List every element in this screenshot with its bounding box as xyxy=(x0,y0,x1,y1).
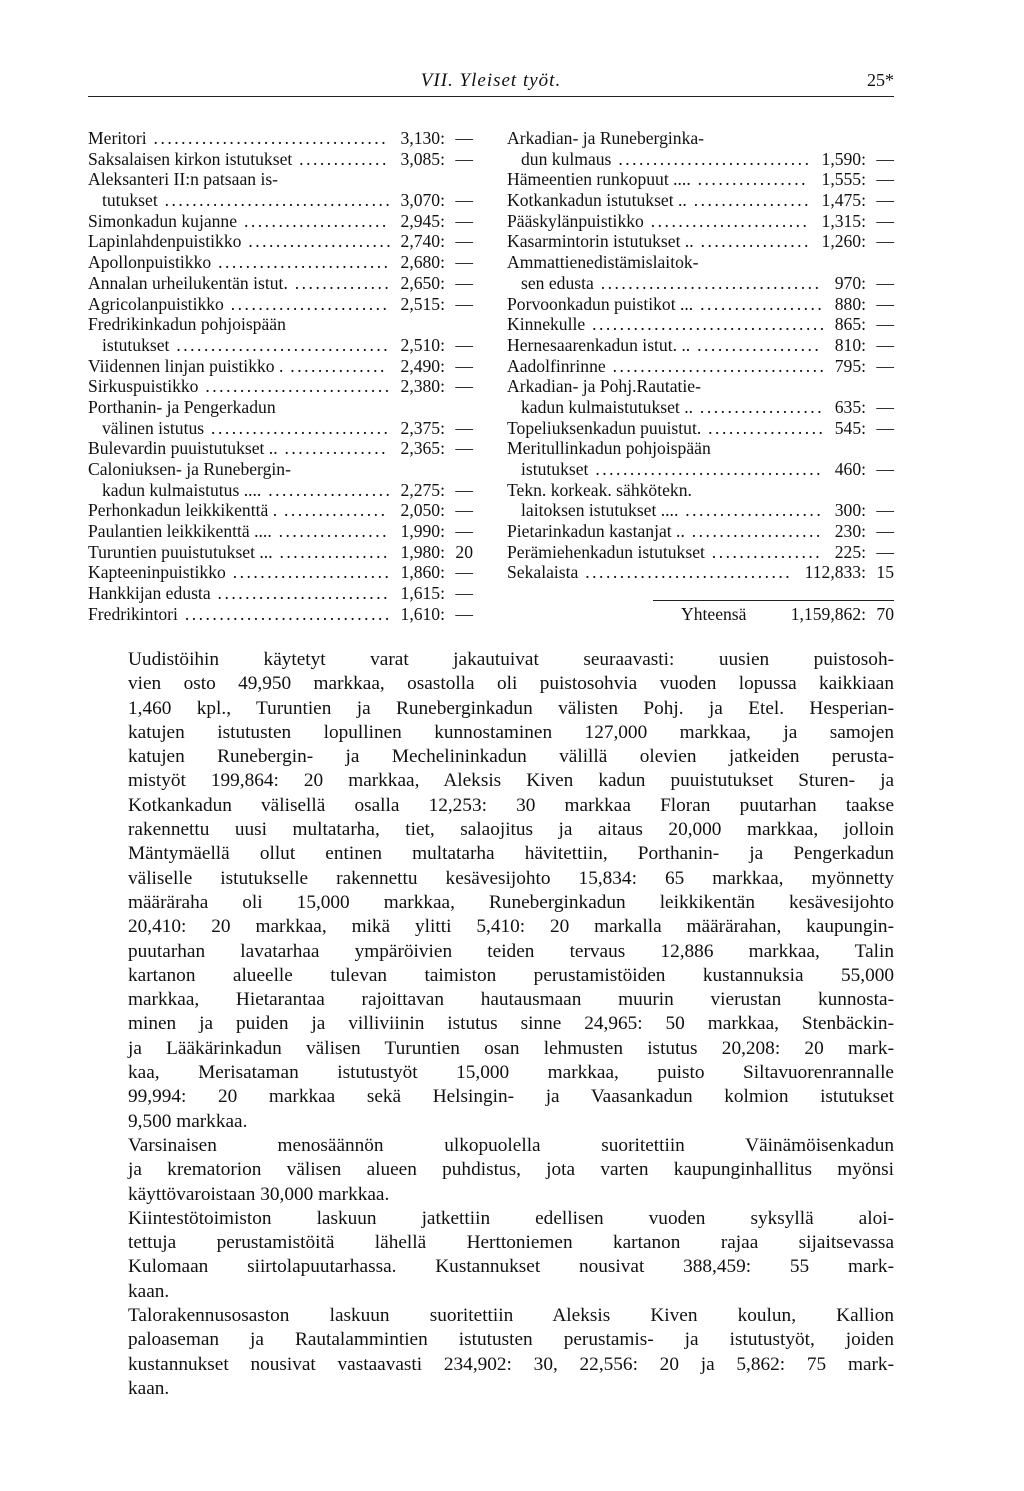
text-line: kaa, Merisataman istutustyöt 15,000 markkaa, puisto Siltavuorenrannalle xyxy=(128,1062,894,1084)
entry-pennies: — xyxy=(455,355,473,376)
ledger-line xyxy=(88,273,473,294)
entry-amount: 1,990: xyxy=(400,521,445,542)
entry-name: Porthanin- ja Pengerkadun xyxy=(88,396,276,417)
ledger-line xyxy=(88,500,473,521)
dot-leader: ................ xyxy=(693,231,811,252)
text-line: Uudistöihin käytetyt varat jakautuivat seuraavasti: uusien puistosoh- xyxy=(128,649,894,670)
dot-leader: .................. xyxy=(693,293,825,314)
entry-amount: 1,610: xyxy=(400,603,445,624)
ledger-line xyxy=(507,397,894,418)
entry-amount: 1,260: xyxy=(821,231,866,252)
dot-leader: ................ xyxy=(272,541,390,562)
dot-leader: ....................... xyxy=(223,293,390,314)
dot-leader: ............................... xyxy=(605,355,827,376)
ledger-line xyxy=(507,438,894,459)
dot-leader: ..................... xyxy=(241,231,394,252)
entry-pennies: — xyxy=(876,210,894,231)
entry-name: Perämiehenkadun istutukset ................ xyxy=(507,541,823,562)
text-line: kaan. xyxy=(128,1280,170,1302)
page-number: 25* xyxy=(867,70,894,90)
dot-leader: ................................ xyxy=(593,272,822,293)
entry-pennies: — xyxy=(876,148,894,169)
entry-amount: 2,380: xyxy=(400,376,445,397)
entry-name: Hernesaarenkadun istut. .. .................. xyxy=(507,334,822,355)
dot-leader: ................. xyxy=(701,417,826,438)
entry-name: Meritori .................................. xyxy=(88,128,389,148)
ledger-line xyxy=(507,273,894,294)
dot-leader: ....................... xyxy=(225,562,392,583)
entry-amount: 795: xyxy=(834,355,866,376)
entry-amount: 225: xyxy=(834,541,866,562)
entry-pennies: — xyxy=(876,417,894,438)
entry-amount: 2,050: xyxy=(400,500,445,521)
entry-name: Sirkuspuistikko ........................... xyxy=(88,376,392,397)
entry-amount: 2,510: xyxy=(400,334,445,355)
dot-leader: .............. xyxy=(287,272,392,293)
text-line: Talorakennusosaston laskuun suoritettiin Aleksis Kiven koulun, Kallion xyxy=(128,1305,894,1327)
entry-amount: 865: xyxy=(834,314,866,335)
ledger-line xyxy=(88,583,473,604)
entry-pennies: — xyxy=(876,314,894,335)
entry-amount: 2,945: xyxy=(400,210,445,231)
dot-leader: ............................... xyxy=(169,334,391,355)
ledger-line xyxy=(88,294,473,315)
dot-leader: ......................... xyxy=(210,583,390,604)
entry-amount: 545: xyxy=(834,417,866,438)
entry-amount: 635: xyxy=(834,396,866,417)
header-rule xyxy=(88,96,894,97)
entry-amount: 2,650: xyxy=(400,272,445,293)
entry-pennies: — xyxy=(455,128,473,148)
entry-name: Sekalaista .............................. xyxy=(507,562,793,583)
text-line: paloaseman ja Rautalammintien istutusten perustamis- ja istutustyöt, joiden xyxy=(128,1329,894,1351)
dot-leader: ............... xyxy=(277,438,388,459)
entry-name: Paulantien leikkikenttä .... ................ xyxy=(88,521,389,542)
entry-pennies: — xyxy=(455,521,473,542)
ledger-line xyxy=(88,335,473,356)
entry-name: Hankkijan edusta ......................... xyxy=(88,583,390,604)
entry-amount: 3,070: xyxy=(400,190,445,211)
dot-leader: ............... xyxy=(277,500,388,521)
dot-leader: .................................. xyxy=(146,128,389,148)
ledger-line xyxy=(88,231,473,252)
text-line: mistyöt 199,864: 20 markkaa, Aleksis Kiven kadun puuistutukset Sturen- ja xyxy=(128,770,894,792)
entry-pennies: — xyxy=(455,562,473,583)
dot-leader: ....................... xyxy=(643,210,810,231)
entry-amount: 230: xyxy=(834,521,866,542)
text-line: 99,994: 20 markkaa sekä Helsingin- ja Vaasankadun kolmion istutukset xyxy=(128,1086,894,1108)
text-line: 1,460 kpl., Turuntien ja Runeberginkadun välisten Pohj. ja Etel. Hesperian- xyxy=(128,697,894,719)
entry-pennies: — xyxy=(876,355,894,376)
entry-name: Arkadian- ja Runeberginka- xyxy=(507,128,705,148)
entry-name: istutukset ............................... xyxy=(102,334,391,355)
ledger-line xyxy=(507,418,894,439)
entry-name: Topeliuksenkadun puuistut. ................. xyxy=(507,417,826,438)
entry-name: Caloniuksen- ja Runebergin- xyxy=(88,459,291,479)
ledger-line xyxy=(507,128,894,149)
dot-leader: .................. xyxy=(261,479,393,500)
entry-pennies: — xyxy=(455,252,473,273)
ledger-line xyxy=(507,169,894,190)
text-line: määräraha oli 15,000 markkaa, Runeberginkadun leikkikentän kesävesijohto xyxy=(128,891,894,913)
ledger-line xyxy=(507,356,894,377)
entry-name: Aadolfinrinne ............................... xyxy=(507,355,827,376)
entry-amount: 460: xyxy=(834,459,866,479)
entry-name: Ammattienedistämislaitok- xyxy=(507,252,699,273)
entry-pennies: — xyxy=(455,210,473,231)
text-line: katujen istutusten lopullinen kunnostaminen 127,000 markkaa, ja samojen xyxy=(128,721,894,743)
ledger-line xyxy=(88,438,473,459)
ledger-line xyxy=(507,190,894,211)
entry-amount: 2,365: xyxy=(400,438,445,459)
entry-name: Lapinlahdenpuistikko ..................... xyxy=(88,231,394,252)
entry-amount: 1,615: xyxy=(400,583,445,604)
dot-leader: ................ xyxy=(704,541,823,562)
entry-name: sen edusta ................................ xyxy=(521,272,822,293)
entry-name: kadun kulmaistutukset .. .................. xyxy=(521,396,825,417)
entry-name: Kotkankadun istutukset .. ................. xyxy=(507,190,812,211)
dot-leader: ..................... xyxy=(237,210,389,231)
text-line: Mäntymäellä ollut entinen multatarha hävitettiin, Porthanin- ja Pengerkadun xyxy=(128,843,894,865)
entry-pennies: — xyxy=(455,479,473,500)
text-line: katujen Runebergin- ja Mechelininkadun välillä olevien jatkeiden perusta- xyxy=(128,746,894,768)
dot-leader: ................ xyxy=(690,169,808,190)
text-line: vien osto 49,950 markkaa, osastolla oli puistosohvia vuoden lopussa kaikkiaan xyxy=(128,673,894,695)
dot-leader: .................................. xyxy=(585,314,827,335)
entry-name: Pääskylänpuistikko ....................... xyxy=(507,210,810,231)
entry-amount: 1,315: xyxy=(821,210,866,231)
text-line: Kiintestötoimiston laskuun jatkettiin edellisen vuoden syksyllä aloi- xyxy=(128,1207,894,1229)
ledger-line xyxy=(88,211,473,232)
dot-leader: ............. xyxy=(292,148,389,169)
entry-pennies: — xyxy=(455,376,473,397)
entry-name: Arkadian- ja Pohj.Rautatie- xyxy=(507,376,701,397)
ledger-line xyxy=(88,521,473,542)
ledger-line xyxy=(507,562,894,583)
ledger-line xyxy=(507,211,894,232)
dot-leader: ................. xyxy=(686,190,812,211)
paragraph xyxy=(88,1304,894,1401)
ledger-line xyxy=(507,459,894,480)
entry-pennies: — xyxy=(455,417,473,438)
entry-name: Annalan urheilukentän istut. .............. xyxy=(88,272,392,293)
entry-pennies: — xyxy=(876,541,894,562)
entry-amount: 810: xyxy=(834,334,866,355)
paragraph xyxy=(88,1134,894,1207)
entry-name: Simonkadun kujanne ..................... xyxy=(88,210,389,231)
dot-leader: ................................. xyxy=(157,190,393,211)
sum-rule xyxy=(653,600,894,601)
entry-pennies: — xyxy=(876,169,894,190)
text-line: ja krematorion välisen alueen puhdistus, jota varten kaupunginhallitus myönsi xyxy=(128,1159,894,1181)
entry-pennies: — xyxy=(876,231,894,252)
ledger-line xyxy=(88,128,473,149)
entry-pennies: — xyxy=(876,272,894,293)
entry-name: Aleksanteri II:n patsaan is- xyxy=(88,169,279,190)
entry-pennies: — xyxy=(455,148,473,169)
text-line: Kulomaan siirtolapuutarhassa. Kustannukset nousivat 388,459: 55 mark- xyxy=(128,1256,894,1278)
expense-list-right xyxy=(507,128,894,583)
entry-pennies: — xyxy=(455,438,473,459)
ledger-line xyxy=(507,314,894,335)
dot-leader: .................. xyxy=(693,396,825,417)
ledger-line xyxy=(507,542,894,563)
entry-pennies: — xyxy=(455,293,473,314)
entry-amount: 112,833: xyxy=(804,562,866,583)
ledger-line xyxy=(507,376,894,397)
ledger-line xyxy=(88,604,473,625)
entry-pennies: — xyxy=(876,521,894,542)
entry-name: Kasarmintorin istutukset .. ................ xyxy=(507,231,811,252)
entry-pennies: — xyxy=(876,293,894,314)
ledger-line xyxy=(507,480,894,501)
ledger-line xyxy=(507,252,894,273)
entry-amount: 300: xyxy=(834,500,866,521)
entry-name: dun kulmaus ............................ xyxy=(521,148,812,169)
entry-name: Viidennen linjan puistikko . .............. xyxy=(88,355,387,376)
dot-leader: .............................. xyxy=(578,562,793,583)
entry-pennies: — xyxy=(455,583,473,604)
dot-leader: ........................... xyxy=(198,376,392,397)
ledger-line xyxy=(88,376,473,397)
total-amount: 1,159,862: xyxy=(790,604,866,624)
entry-amount: 2,490: xyxy=(400,355,445,376)
running-header xyxy=(88,70,894,96)
entry-name: Meritullinkadun pohjoispään xyxy=(507,438,711,459)
entry-amount: 1,555: xyxy=(821,169,866,190)
text-line: kustannukset nousivat vastaavasti 234,902: 30, 22,556: 20 ja 5,862: 75 mark- xyxy=(128,1353,894,1375)
dot-leader: ................ xyxy=(271,521,389,542)
entry-amount: 970: xyxy=(834,272,866,293)
ledger-line xyxy=(507,521,894,542)
ledger-line xyxy=(507,149,894,170)
entry-pennies: — xyxy=(876,396,894,417)
text-line: minen ja puiden ja villiviinin istutus sinne 24,965: 50 markkaa, Stenbäckin- xyxy=(128,1013,894,1035)
entry-amount: 1,590: xyxy=(821,148,866,169)
ledger-line xyxy=(88,190,473,211)
entry-name: Kinnekulle .................................. xyxy=(507,314,827,335)
text-line: kartanon alueelle tulevan taimiston perustamistöiden kustannuksia 55,000 xyxy=(128,964,894,986)
entry-name: laitoksen istutukset .... .................... xyxy=(521,500,824,521)
total-row xyxy=(653,603,894,625)
entry-amount: 880: xyxy=(834,293,866,314)
entry-name: Agricolanpuistikko ....................... xyxy=(88,293,390,314)
entry-amount: 1,475: xyxy=(821,190,866,211)
dot-leader: ................................. xyxy=(588,459,823,479)
entry-amount: 2,740: xyxy=(400,231,445,252)
entry-amount: 1,860: xyxy=(400,562,445,583)
paragraph xyxy=(88,648,894,1134)
ledger-line xyxy=(88,542,473,563)
body-text xyxy=(88,648,894,1401)
entry-pennies: — xyxy=(455,603,473,624)
entry-name: Hämeentien runkopuut .... ................ xyxy=(507,169,808,190)
ledger-line xyxy=(88,562,473,583)
entry-amount: 2,515: xyxy=(400,293,445,314)
entry-name: Saksalaisen kirkon istutukset ............. xyxy=(88,148,389,169)
text-line: käyttövaroistaan 30,000 markkaa. xyxy=(128,1183,390,1205)
entry-pennies: — xyxy=(876,190,894,211)
dot-leader: ......................... xyxy=(211,252,391,273)
dot-leader: ................... xyxy=(684,521,823,542)
entry-pennies: — xyxy=(876,500,894,521)
ledger-line xyxy=(507,500,894,521)
entry-name: istutukset ................................. xyxy=(521,459,823,479)
ledger-line xyxy=(88,314,473,335)
entry-pennies: — xyxy=(876,459,894,479)
entry-name: Tekn. korkeak. sähkötekn. xyxy=(507,479,692,500)
dot-leader: .................... xyxy=(678,500,824,521)
entry-pennies: — xyxy=(455,500,473,521)
text-line: rakennettu uusi multatarha, tiet, salaojitus ja aitaus 20,000 markkaa, jolloin xyxy=(128,819,894,841)
entry-amount: 3,130: xyxy=(400,128,445,148)
entry-name: Pietarinkadun kastanjat .. ................... xyxy=(507,521,823,542)
entry-amount: 2,680: xyxy=(400,252,445,273)
entry-pennies: 15 xyxy=(876,562,894,583)
ledger-line xyxy=(88,397,473,418)
ledger-line xyxy=(507,231,894,252)
ledger-line xyxy=(88,480,473,501)
entry-amount: 2,375: xyxy=(400,417,445,438)
entry-name: Bulevardin puuistutukset .. ............... xyxy=(88,438,388,459)
ledger-line xyxy=(88,356,473,377)
entry-name: Apollonpuistikko ......................... xyxy=(88,252,391,273)
entry-pennies: 20 xyxy=(455,541,473,562)
entry-name: Kapteeninpuistikko ....................... xyxy=(88,562,392,583)
dot-leader: .......................... xyxy=(204,417,391,438)
entry-amount: 2,275: xyxy=(400,479,445,500)
ledger-line xyxy=(88,149,473,170)
entry-name: Fredrikintori .............................. xyxy=(88,603,392,624)
dot-leader: .................. xyxy=(690,334,822,355)
text-line: 9,500 markkaa. xyxy=(128,1110,248,1132)
ledger-line xyxy=(88,418,473,439)
total-pennies: 70 xyxy=(876,604,894,624)
text-line: markkaa, Hietarantaa rajoittavan hautausmaan muurin vierustan kunnosta- xyxy=(128,989,894,1011)
text-line: Kotkankadun välisellä osalla 12,253: 30 markkaa Floran puutarhan taakse xyxy=(128,794,894,816)
paragraph xyxy=(88,1207,894,1304)
dot-leader: ............................ xyxy=(611,148,812,169)
text-line: tettuja perustamistöitä lähellä Herttoniemen kartanon rajaa sijaitsevassa xyxy=(128,1232,894,1254)
total-label: Yhteensä xyxy=(681,604,747,624)
entry-name: Fredrikinkadun pohjoispään xyxy=(88,314,286,335)
ledger-line xyxy=(88,169,473,190)
text-line: 20,410: 20 markkaa, mikä ylitti 5,410: 20 markalla määrärahan, kaupungin- xyxy=(128,916,894,938)
entry-pennies: — xyxy=(455,272,473,293)
text-line: ja Lääkärinkadun välisen Turuntien osan lehmusten istutus 20,208: 20 mark- xyxy=(128,1037,894,1059)
entry-amount: 1,980: xyxy=(400,541,445,562)
ledger-line xyxy=(88,459,473,480)
entry-pennies: — xyxy=(455,190,473,211)
text-line: väliselle istutukselle rakennettu kesävesijohto 15,834: 65 markkaa, myönnetty xyxy=(128,867,894,889)
dot-leader: .............. xyxy=(283,355,387,376)
entry-name: Turuntien puuistutukset ... ................ xyxy=(88,541,390,562)
entry-amount: 3,085: xyxy=(400,148,445,169)
entry-name: Perhonkadun leikkikenttä . ............... xyxy=(88,500,388,521)
text-line: puutarhan lavatarhaa ympäröivien teiden tervaus 12,886 markkaa, Talin xyxy=(128,940,894,962)
text-line: kaan. xyxy=(128,1377,170,1399)
entry-pennies: — xyxy=(455,231,473,252)
dot-leader: .............................. xyxy=(177,603,392,624)
entry-name: välinen istutus .......................... xyxy=(102,417,391,438)
ledger-line xyxy=(88,252,473,273)
ledger-line xyxy=(507,335,894,356)
entry-name: Porvoonkadun puistikot ... .................. xyxy=(507,293,825,314)
expense-list-left xyxy=(88,128,473,625)
entry-pennies: — xyxy=(455,334,473,355)
ledger-line xyxy=(507,294,894,315)
entry-name: kadun kulmaistutus .... .................. xyxy=(102,479,393,500)
entry-pennies: — xyxy=(876,334,894,355)
text-line: Varsinaisen menosäännön ulkopuolella suoritettiin Väinämöisenkadun xyxy=(128,1134,894,1156)
entry-name: tutukset ................................. xyxy=(102,190,393,211)
section-title: VII. Yleiset työt. xyxy=(420,70,562,91)
